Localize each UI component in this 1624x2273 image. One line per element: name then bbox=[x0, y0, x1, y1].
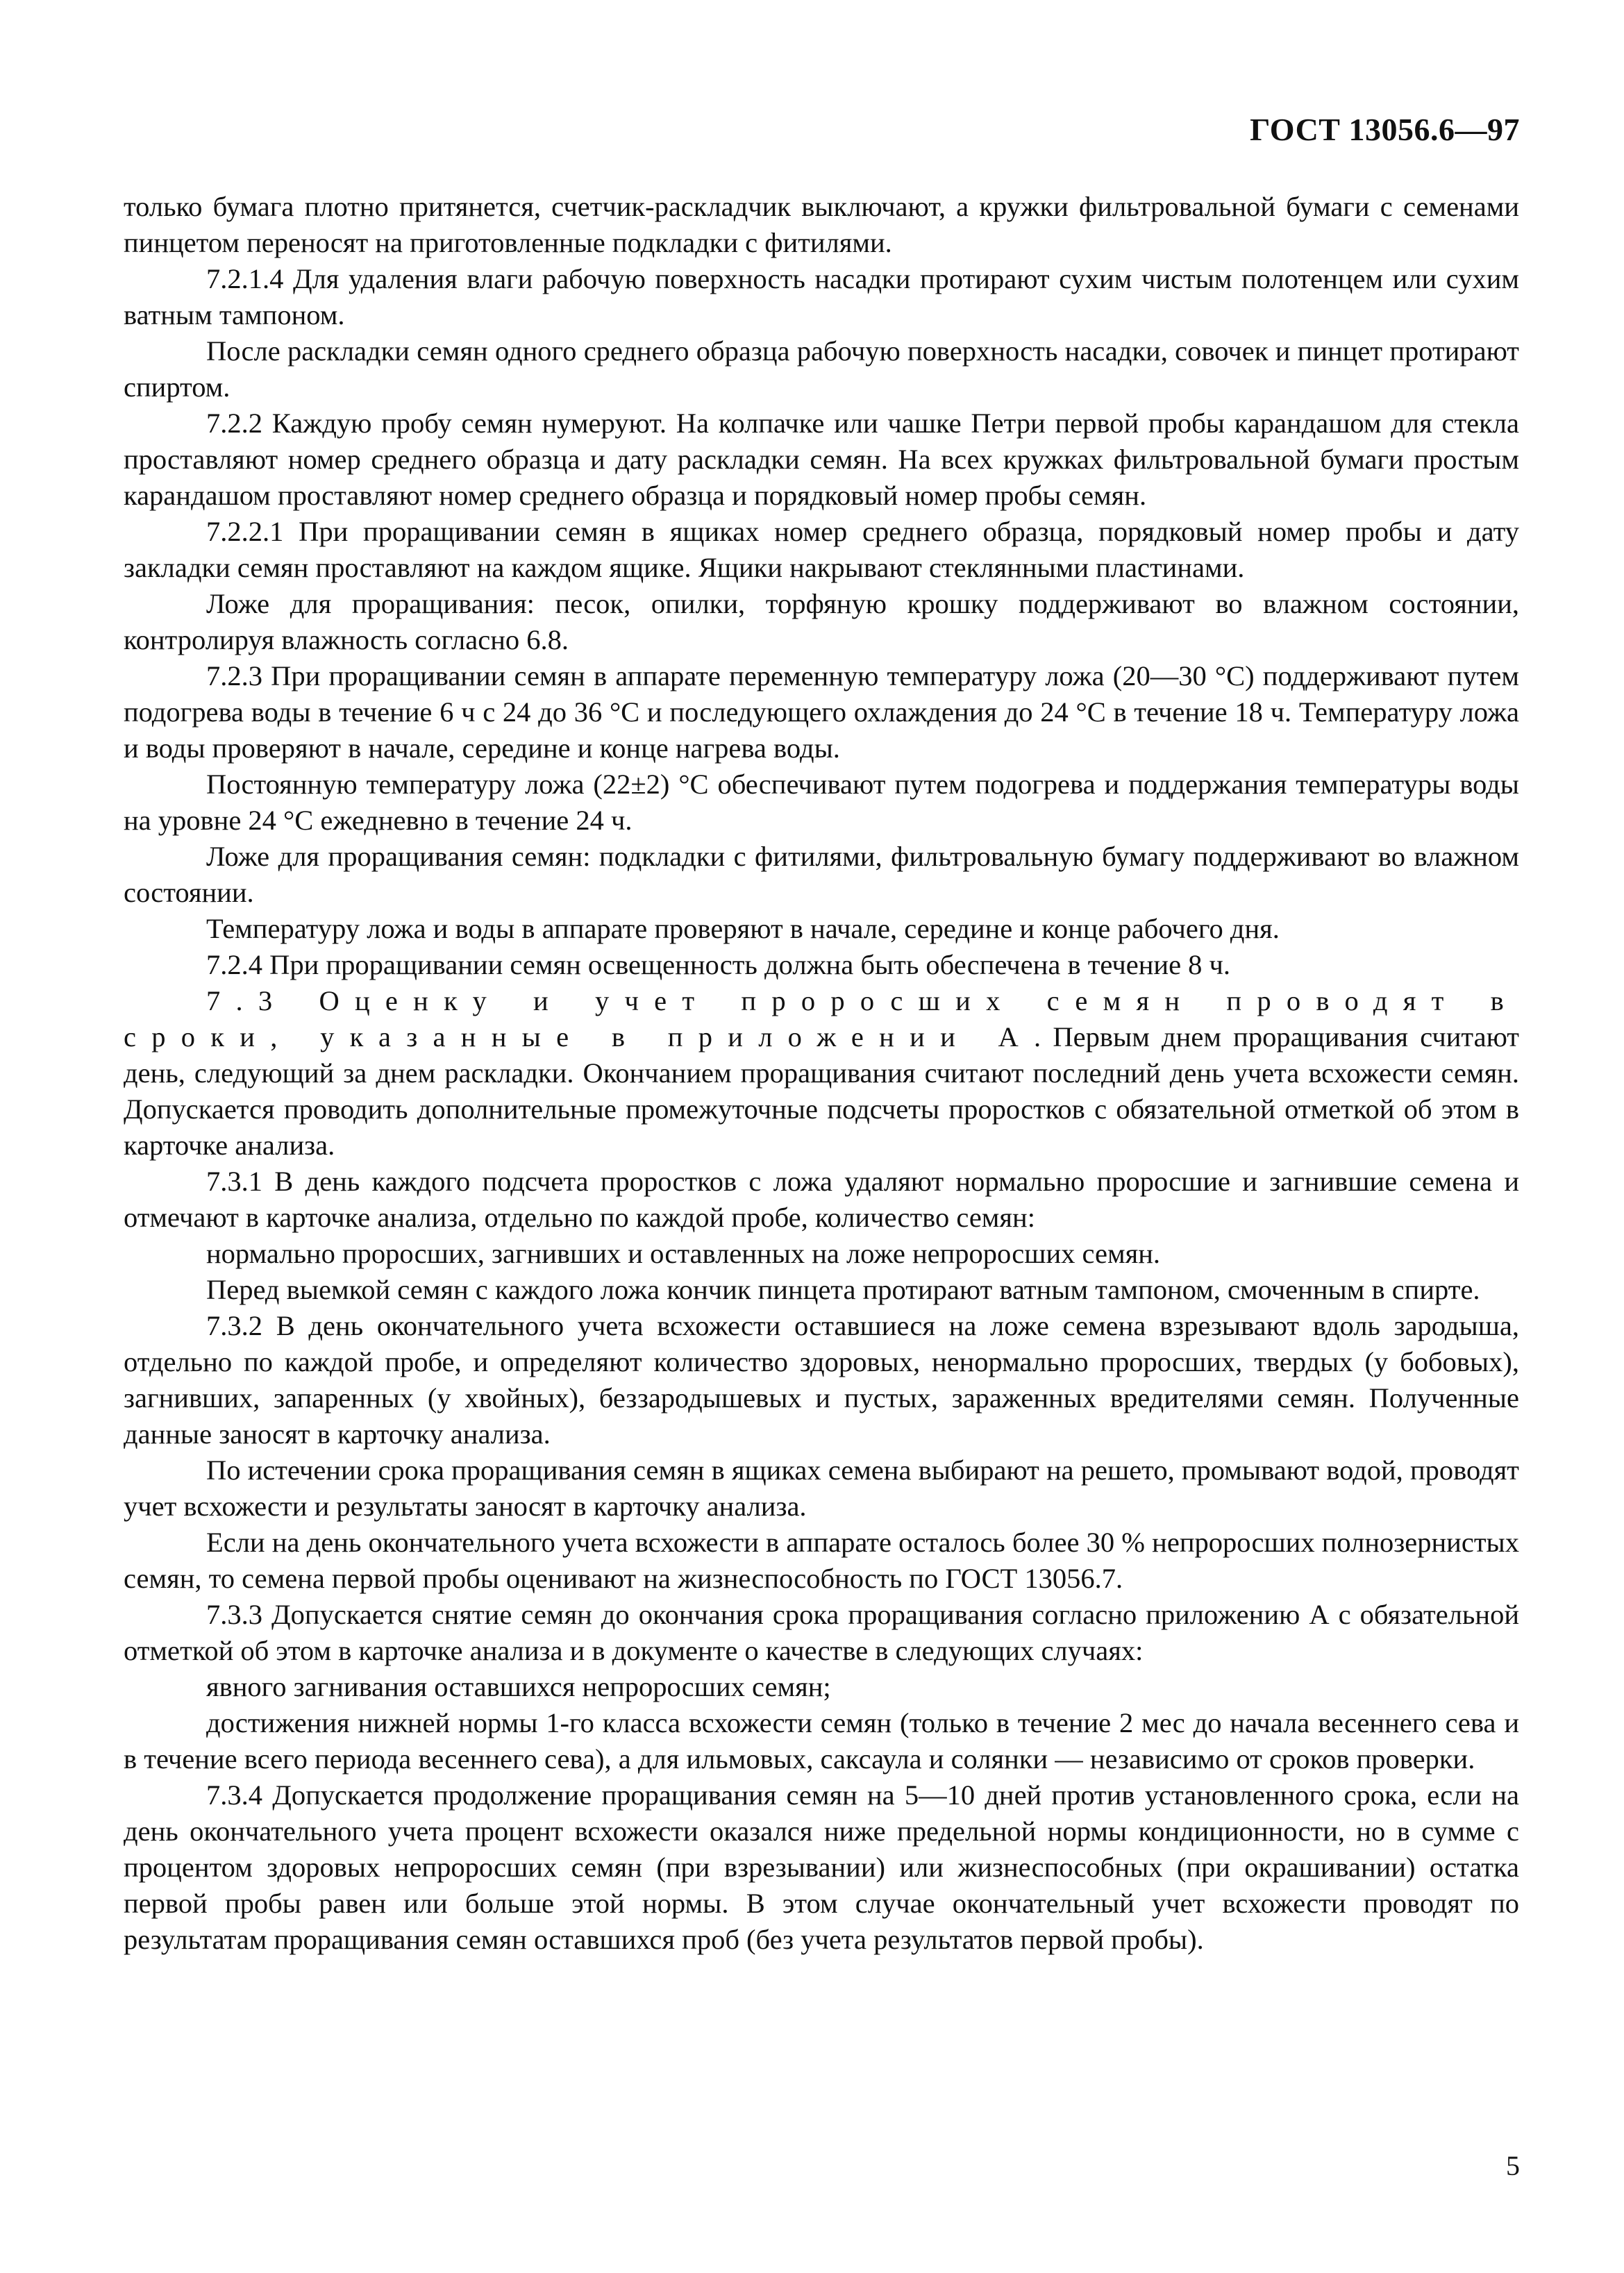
page-number: 5 bbox=[1506, 2150, 1520, 2181]
paragraph: 7.2.2.1 При проращивании семян в ящиках номер среднего образца, порядковый номер пробы и дату закладки семян проставляют на каждом ящике. Ящики накрывают стеклянными пластинами. bbox=[124, 516, 1519, 583]
paragraph: только бумага плотно притянется, счетчик-раскладчик выключают, а кружки фильтровальной бумаги с семенами пинцетом переносят на приготовленные подкладки с фитилями. bbox=[124, 191, 1519, 258]
paragraph-spaced bbox=[124, 983, 1519, 1164]
paragraph: 7.3.1 В день каждого подсчета проростков с ложа удаляют нормально проросшие и загнившие семена и отмечают в карточке анализа, отдельно по каждой пробе, количество семян: bbox=[124, 1166, 1519, 1233]
paragraph: 7.3.4 Допускается продолжение проращивания семян на 5—10 дней против установленного срока, если на день окончательного учета процент всхожести оказался ниже предельной нормы кондиционности, но в сумме с процентом здоровых непроросших семян (при взрезывании) или жизнеспособных (при окрашивании) остатка первой пробы равен или больше этой нормы. В этом случае окончательный учет всхожести проводят по результатам проращивания семян оставшихся проб (без учета результатов первой пробы). bbox=[124, 1779, 1519, 1955]
paragraph: 7.3.2 В день окончательного учета всхожести оставшиеся на ложе семена взрезывают вдоль зародыша, отдельно по каждой пробе, и определяют количество здоровых, ненормально проросших, твердых (у бобовых), загнивших, запаренных (у хвойных), беззародышевых и пустых, зараженных вредителями семян. Полученные данные заносят в карточку анализа. bbox=[124, 1310, 1519, 1450]
paragraph: Температуру ложа и воды в аппарате проверяют в начале, середине и конце рабочего дня. bbox=[206, 913, 1280, 944]
paragraph: Постоянную температуру ложа (22±2) °С обеспечивают путем подогрева и поддержания температуры воды на уровне 24 °С ежедневно в течение 24 ч. bbox=[124, 769, 1519, 836]
spaced-heading-text: 7.3 Оценку и учет проросших семян проводят в сроки, указанные в приложении А bbox=[124, 985, 1519, 1052]
paragraph-continuation: . Первым днем проращивания считают день, следующий за днем раскладки. Окончанием проращивания считают последний день учета всхожести семян. Допускается проводить дополнительные промежуточные подсчеты проростков с обязательной отметкой об этом в карточке анализа. bbox=[124, 1021, 1519, 1161]
paragraph: Перед выемкой семян с каждого ложа кончик пинцета протирают ватным тампоном, смоченным в спирте. bbox=[206, 1274, 1480, 1305]
paragraph: 7.2.2 Каждую пробу семян нумеруют. На колпачке или чашке Петри первой пробы карандашом для стекла проставляют номер среднего образца и дату раскладки семян. На всех кружках фильтровальной бумаги простым карандашом проставляют номер среднего образца и порядковый номер пробы семян. bbox=[124, 408, 1519, 511]
paragraph: нормально проросших, загнивших и оставленных на ложе непроросших семян. bbox=[206, 1238, 1161, 1269]
paragraph: Ложе для проращивания семян: подкладки с фитилями, фильтровальную бумагу поддерживают во влажном состоянии. bbox=[124, 841, 1519, 908]
paragraph: явного загнивания оставшихся непроросших семян; bbox=[206, 1671, 831, 1702]
standard-header: ГОСТ 13056.6—97 bbox=[1250, 112, 1520, 147]
paragraph: Если на день окончательного учета всхожести в аппарате осталось более 30 % непроросших полнозернистых семян, то семена первой пробы оценивают на жизнеспособность по ГОСТ 13056.7. bbox=[124, 1527, 1519, 1594]
paragraph: достижения нижней нормы 1-го класса всхожести семян (только в течение 2 мес до начала весеннего сева и в течение всего периода весеннего сева), а для ильмовых, саксаула и солянки — независимо от сроков проверки. bbox=[124, 1707, 1519, 1775]
paragraph: 7.2.4 При проращивании семян освещенность должна быть обеспечена в течение 8 ч. bbox=[206, 949, 1231, 980]
paragraph: После раскладки семян одного среднего образца рабочую поверхность насадки, совочек и пинцет протирают спиртом. bbox=[124, 335, 1519, 403]
document-body bbox=[124, 189, 1519, 1958]
paragraph: 7.3.3 Допускается снятие семян до окончания срока проращивания согласно приложению А с обязательной отметкой об этом в карточке анализа и в документе о качестве в следующих случаях: bbox=[124, 1599, 1519, 1666]
paragraph: По истечении срока проращивания семян в ящиках семена выбирают на решето, промывают водой, проводят учет всхожести и результаты заносят в карточку анализа. bbox=[124, 1454, 1519, 1522]
paragraph: 7.2.1.4 Для удаления влаги рабочую поверхность насадки протирают сухим чистым полотенцем или сухим ватным тампоном. bbox=[124, 263, 1519, 330]
paragraph: Ложе для проращивания: песок, опилки, торфяную крошку поддерживают во влажном состоянии, контролируя влажность согласно 6.8. bbox=[124, 588, 1519, 655]
paragraph: 7.2.3 При проращивании семян в аппарате переменную температуру ложа (20—30 °С) поддерживают путем подогрева воды в течение 6 ч с 24 до 36 °С и последующего охлаждения до 24 °С в течение 18 ч. Температуру ложа и воды проверяют в начале, середине и конце нагрева воды. bbox=[124, 660, 1519, 764]
